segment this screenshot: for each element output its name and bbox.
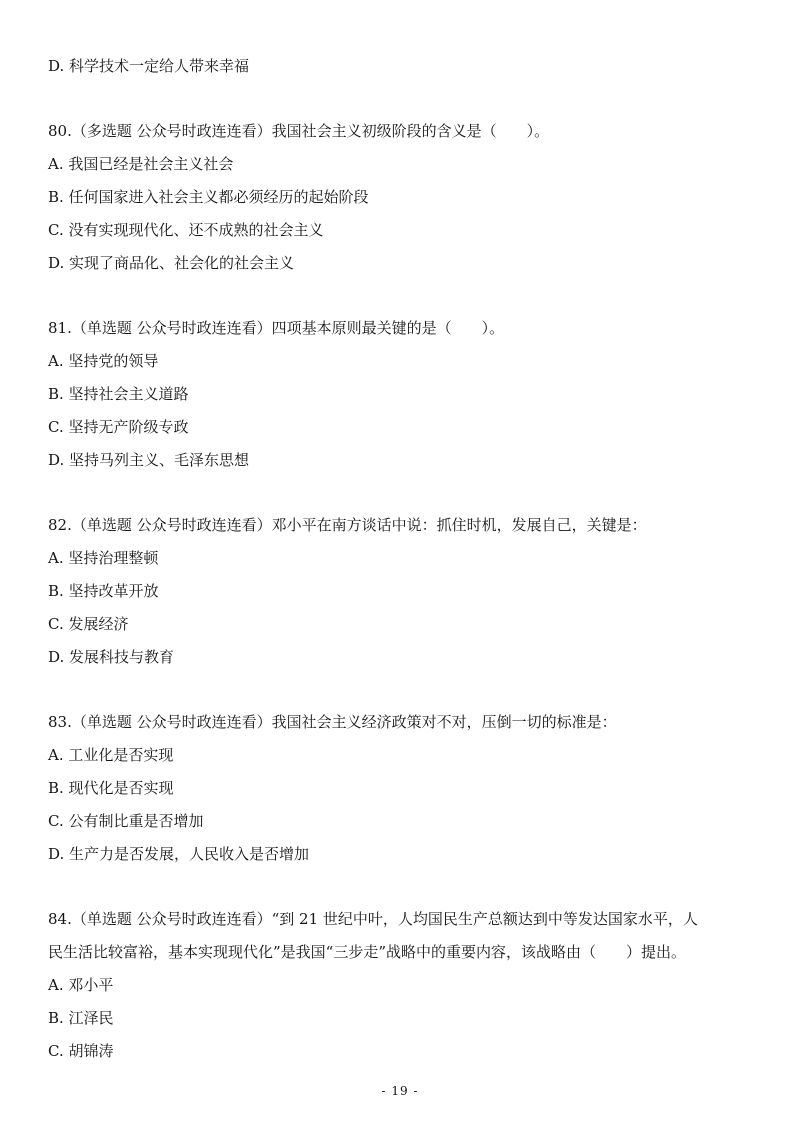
question-83-option-a: A. 工业化是否实现 xyxy=(48,746,174,764)
question-83-option-b: B. 现代化是否实现 xyxy=(48,779,174,797)
question-82-stem: 82.（单选题 公众号时政连连看）邓小平在南方谈话中说：抓住时机，发展自己，关键是： xyxy=(48,516,647,534)
option-d-prev: D. 科学技术一定给人带来幸福 xyxy=(48,57,250,75)
question-80-option-d: D. 实现了商品化、社会化的社会主义 xyxy=(48,254,295,272)
question-82-option-c: C. 发展经济 xyxy=(48,615,129,633)
question-81-option-d: D. 坚持马列主义、毛泽东思想 xyxy=(48,451,250,469)
question-84-option-c: C. 胡锦涛 xyxy=(48,1042,114,1060)
question-84-option-b: B. 江泽民 xyxy=(48,1009,114,1027)
question-83-option-c: C. 公有制比重是否增加 xyxy=(48,812,204,830)
question-84-stem-line1: 84.（单选题 公众号时政连连看）“到 21 世纪中叶，人均国民生产总额达到中等发达国家水平，人 xyxy=(48,910,698,928)
question-80-option-a: A. 我国已经是社会主义社会 xyxy=(48,155,234,173)
question-83-stem: 83.（单选题 公众号时政连连看）我国社会主义经济政策对不对，压倒一切的标准是： xyxy=(48,713,617,731)
question-80-option-c: C. 没有实现现代化、还不成熟的社会主义 xyxy=(48,221,324,239)
question-82-option-b: B. 坚持改革开放 xyxy=(48,582,159,600)
question-82-option-d: D. 发展科技与教育 xyxy=(48,648,175,666)
question-80-stem: 80.（多选题 公众号时政连连看）我国社会主义初级阶段的含义是（ ）。 xyxy=(48,122,550,140)
question-81-option-c: C. 坚持无产阶级专政 xyxy=(48,418,189,436)
question-82-option-a: A. 坚持治理整顿 xyxy=(48,549,159,567)
question-83-option-d: D. 生产力是否发展，人民收入是否增加 xyxy=(48,845,310,863)
question-80-option-b: B. 任何国家进入社会主义都必须经历的起始阶段 xyxy=(48,188,369,206)
question-84-option-a: A. 邓小平 xyxy=(48,976,114,994)
question-81-option-a: A. 坚持党的领导 xyxy=(48,352,159,370)
question-81-option-b: B. 坚持社会主义道路 xyxy=(48,385,189,403)
question-84-stem-line2: 民生活比较富裕，基本实现现代化”是我国“三步走”战略中的重要内容，该战略由（ ）提出。 xyxy=(48,943,687,961)
page-number: - 19 - xyxy=(381,1084,419,1098)
question-81-stem: 81.（单选题 公众号时政连连看）四项基本原则最关键的是（ ）。 xyxy=(48,319,505,337)
